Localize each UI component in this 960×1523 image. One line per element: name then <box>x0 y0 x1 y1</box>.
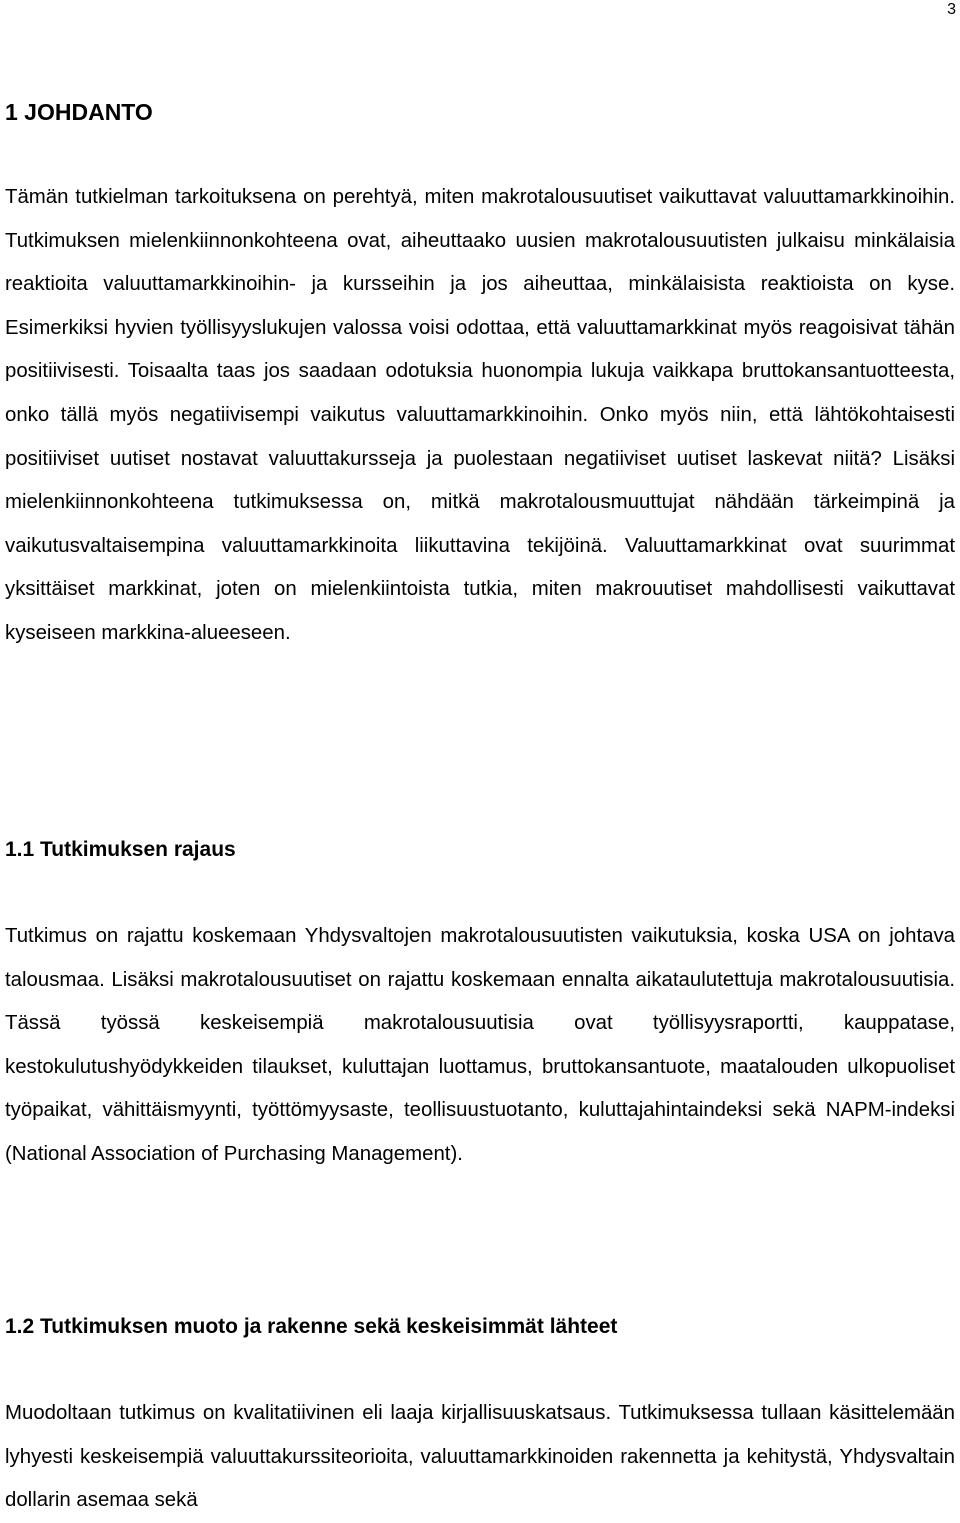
page-number: 3 <box>947 1 956 18</box>
section-heading-johdanto: 1 JOHDANTO <box>5 99 153 125</box>
paragraph-johdanto: Tämän tutkielman tarkoituksena on perehtyä, miten makrotalousuutiset vaikuttavat valuuttamarkkinoihin. Tutkimuksen mielenkiinnonkohteena ovat, aiheuttaako uusien makrotalousuutisten julkaisu minkälaisia reaktioita valuuttamarkkinoihin- ja kursseihin ja jos aiheuttaa, minkälaisista reaktioista on kyse. Esimerkiksi hyvien työllisyyslukujen valossa voisi odottaa, että valuuttamarkkinat myös reagoisivat tähän positiivisesti. Toisaalta taas jos saadaan odotuksia huonompia lukuja vaikkapa bruttokansantuotteesta, onko tällä myös negatiivisempi vaikutus valuuttamarkkinoihin. Onko myös niin, että lähtökohtaisesti positiiviset uutiset nostavat valuuttakursseja ja puolestaan negatiiviset uutiset laskevat niitä? Lisäksi mielenkiinnonkohteena tutkimuksessa on, mitkä makrotalousmuuttujat nähdään tärkeimpinä ja vaikutusvaltaisempina valuuttamarkkinoita liikuttavina tekijöinä. Valuuttamarkkinat ovat suurimmat yksittäiset markkinat, joten on mielenkiintoista tutkia, miten makrouutiset mahdollisesti vaikuttavat kyseiseen markkina-alueeseen. <box>5 186 955 644</box>
section-heading-rakenne: 1.2 Tutkimuksen muoto ja rakenne sekä keskeisimmät lähteet <box>5 1315 618 1338</box>
paragraph-rajaus: Tutkimus on rajattu koskemaan Yhdysvaltojen makrotalousuutisten vaikutuksia, koska USA on johtava talousmaa. Lisäksi makrotalousuutiset on rajattu koskemaan ennalta aikataulutettuja makrotalousuutisia. Tässä työssä keskeisempiä makrotalousuutisia ovat työllisyysraportti, kauppatase, kestokulutushyödykkeiden tilaukset, kuluttajan luottamus, bruttokansantuote, maatalouden ulkopuoliset työpaikat, vähittäismyynti, työttömyysaste, teollisuustuotanto, kuluttajahintaindeksi sekä NAPM-indeksi (National Association of Purchasing Management). <box>5 925 955 1165</box>
paragraph-rakenne: Muodoltaan tutkimus on kvalitatiivinen eli laaja kirjallisuuskatsaus. Tutkimuksessa tullaan käsittelemään lyhyesti keskeisempiä valuuttakurssiteorioita, valuuttamarkkinoiden rakennetta ja kehitystä, Yhdysvaltain dollarin asemaa sekä <box>5 1402 955 1512</box>
section-heading-rajaus: 1.1 Tutkimuksen rajaus <box>5 838 236 861</box>
